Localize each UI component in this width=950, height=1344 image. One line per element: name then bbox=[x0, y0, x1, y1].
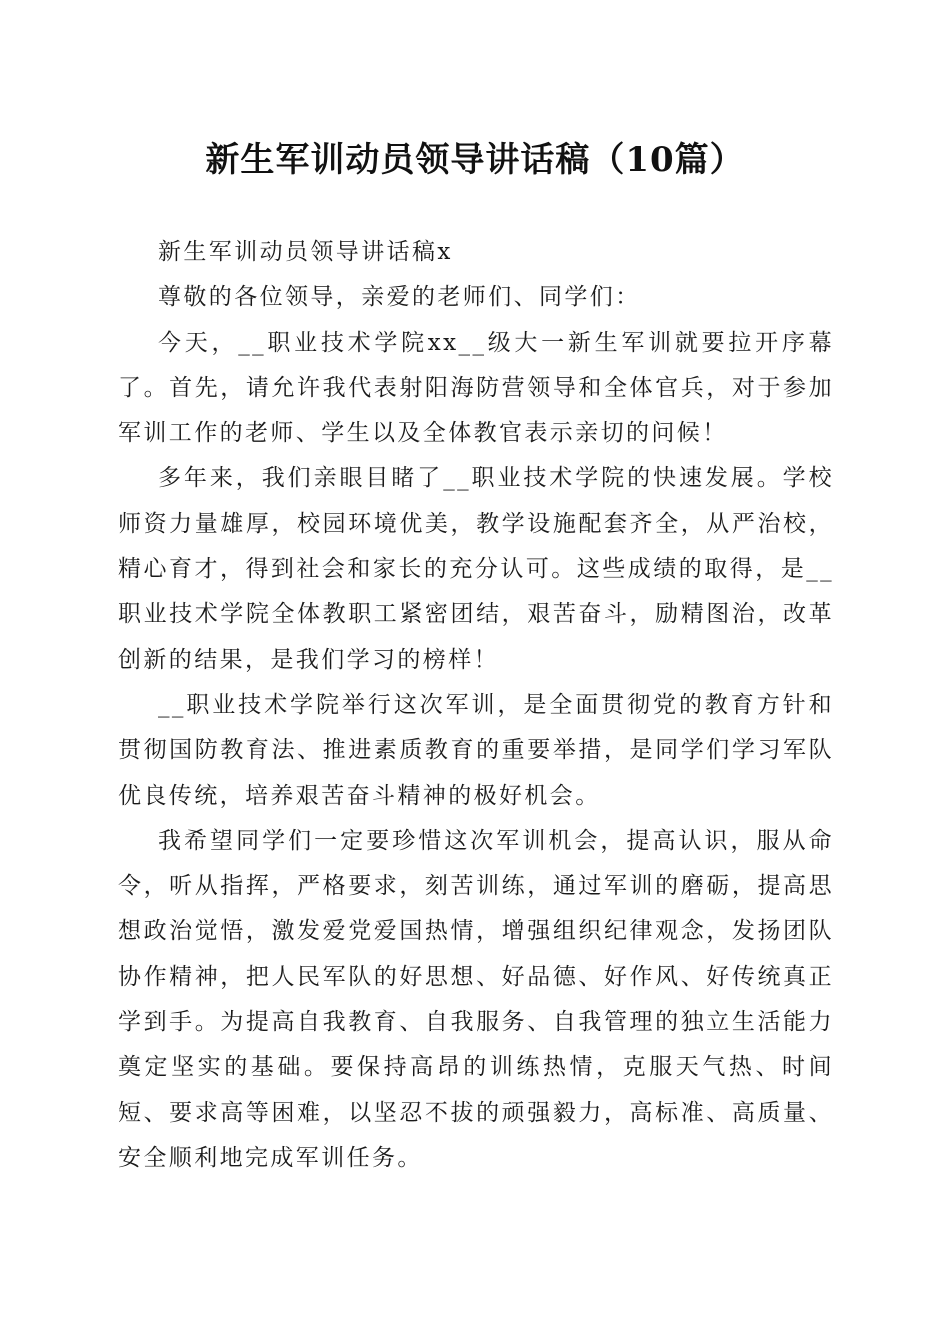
paragraph-development: 多年来，我们亲眼目睹了__职业技术学院的快速发展。学校师资力量雄厚，校园环境优美，教学设施配套齐全，从严治校，精心育才，得到社会和家长的充分认可。这些成绩的取得，是__职业技术学院全体教职工紧密团结，艰苦奋斗，励精图治，改革创新的结果，是我们学习的榜样！ bbox=[118, 465, 834, 673]
paragraph-opening: 今天，__职业技术学院xx__级大一新生军训就要拉开序幕了。首先，请允许我代表射阳海防营领导和全体官兵，对于参加军训工作的老师、学生以及全体教官表示亲切的问候！ bbox=[118, 329, 834, 447]
paragraph-hope: 我希望同学们一定要珍惜这次军训机会，提高认识，服从命令，听从指挥，严格要求，刻苦训练，通过军训的磨砺，提高思想政治觉悟，激发爱党爱国热情，增强组织纪律观念，发扬团队协作精神，把人民军队的好思想、好品德、好作风、好传统真正学到手。为提高自我教育、自我服务、自我管理的独立生活能力奠定坚实的基础。要保持高昂的训练热情，克服天气热、时间短、要求高等困难，以坚忍不拔的顽强毅力，高标准、高质量、安全顺利地完成军训任务。 bbox=[118, 827, 834, 1171]
document-title: 新生军训动员领导讲话稿（10篇） bbox=[205, 140, 745, 180]
document-body bbox=[118, 230, 834, 1181]
paragraph-subtitle: 新生军训动员领导讲话稿x bbox=[158, 239, 453, 265]
paragraph-purpose: __职业技术学院举行这次军训，是全面贯彻党的教育方针和贯彻国防教育法、推进素质教育的重要举措，是同学们学习军队优良传统，培养艰苦奋斗精神的极好机会。 bbox=[118, 691, 834, 809]
paragraph-salutation: 尊敬的各位领导，亲爱的老师们、同学们： bbox=[158, 284, 641, 311]
